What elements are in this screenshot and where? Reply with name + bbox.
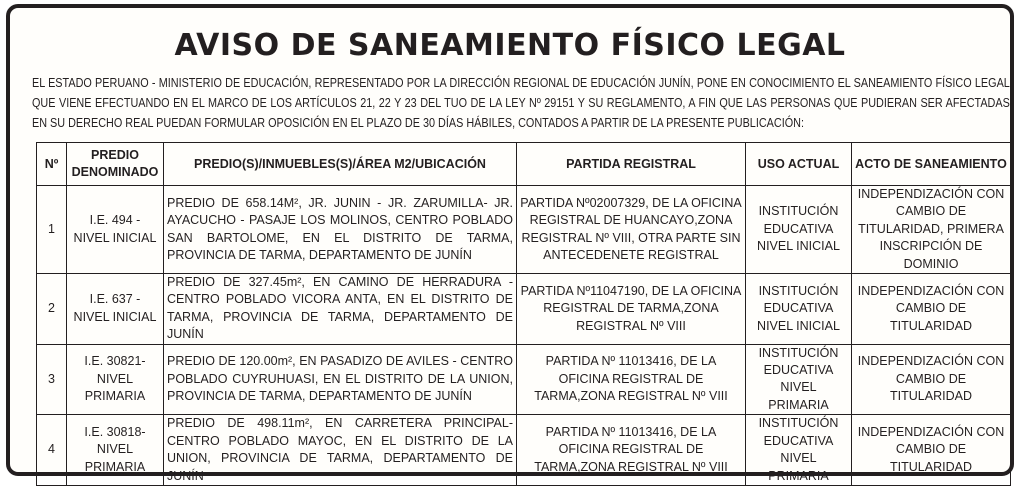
cell-uso: INSTITUCIÓN EDUCATIVA NIVEL INICIAL	[746, 186, 852, 274]
properties-table	[36, 142, 1011, 486]
table-row	[37, 186, 1011, 274]
cell-num: 1	[37, 186, 67, 274]
header-predio: PREDIO DENOMINADO	[67, 143, 164, 186]
header-acto: ACTO DE SANEAMIENTO	[852, 143, 1011, 186]
notice-frame	[6, 4, 1014, 483]
cell-predio: I.E. 494 - NIVEL INICIAL	[67, 186, 164, 274]
cell-uso: INSTITUCIÓN EDUCATIVA NIVEL PRIMARIA	[746, 415, 852, 486]
cell-predio: I.E. 30821- NIVEL PRIMARIA	[67, 344, 164, 415]
cell-num: 4	[37, 415, 67, 486]
cell-ubicacion: PREDIO DE 120.00m², EN PASADIZO DE AVILES - CENTRO POBLADO CUYRUHUASI, EN EL DISTRITO DE LA UNION, PROVINCIA DE TARMA, DEPARTAMENTO DE JUNÍN	[164, 344, 517, 415]
cell-predio: I.E. 637 - NIVEL INICIAL	[67, 274, 164, 345]
header-partida: PARTIDA REGISTRAL	[517, 143, 746, 186]
cell-partida: PARTIDA Nº 11013416, DE LA OFICINA REGISTRAL DE TARMA,ZONA REGISTRAL Nº VIII	[517, 344, 746, 415]
cell-acto: INDEPENDIZACIÓN CON CAMBIO DE TITULARIDAD	[852, 274, 1011, 345]
cell-acto: INDEPENDIZACIÓN CON CAMBIO DE TITULARIDAD	[852, 415, 1011, 486]
cell-num: 2	[37, 274, 67, 345]
cell-ubicacion: PREDIO DE 658.14M², JR. JUNIN - JR. ZARUMILLA- JR. AYACUCHO - PASAJE LOS MOLINOS, CENTRO POBLADO SAN BARTOLOME, EN EL DISTRITO DE TARMA, PROVINCIA DE TARMA, DEPARTAMENTO DE JUNÍN	[164, 186, 517, 274]
cell-partida: PARTIDA Nº11047190, DE LA OFICINA REGISTRAL DE TARMA,ZONA REGISTRAL Nº VIII	[517, 274, 746, 345]
cell-partida: PARTIDA Nº02007329, DE LA OFICINA REGISTRAL DE HUANCAYO,ZONA REGISTRAL Nº VIII, OTRA PARTE SIN ANTECEDENETE REGISTRAL	[517, 186, 746, 274]
notice-title: AVISO DE SANEAMIENTO FÍSICO LEGAL	[174, 28, 846, 63]
cell-ubicacion: PREDIO DE 498.11m², EN CARRETERA PRINCIPAL- CENTRO POBLADO MAYOC, EN EL DISTRITO DE LA UNION, PROVINCIA DE TARMA, DEPARTAMENTO DE JUNÍN	[164, 415, 517, 486]
cell-partida: PARTIDA Nº 11013416, DE LA OFICINA REGISTRAL DE TARMA,ZONA REGISTRAL Nº VIII	[517, 415, 746, 486]
header-num: Nº	[37, 143, 67, 186]
header-uso: USO ACTUAL	[746, 143, 852, 186]
table-row	[37, 274, 1011, 345]
cell-uso: INSTITUCIÓN EDUCATIVA NIVEL PRIMARIA	[746, 344, 852, 415]
cell-ubicacion: PREDIO DE 327.45m², EN CAMINO DE HERRADURA - CENTRO POBLADO VICORA ANTA, EN EL DISTRITO DE TARMA, PROVINCIA DE TARMA, DEPARTAMENTO DE JUNÍN	[164, 274, 517, 345]
table-row	[37, 415, 1011, 486]
cell-uso: INSTITUCIÓN EDUCATIVA NIVEL INICIAL	[746, 274, 852, 345]
cell-acto: INDEPENDIZACIÓN CON CAMBIO DE TITULARIDAD	[852, 344, 1011, 415]
cell-num: 3	[37, 344, 67, 415]
cell-predio: I.E. 30818- NIVEL PRIMARIA	[67, 415, 164, 486]
table-row	[37, 344, 1011, 415]
intro-paragraph: EL ESTADO PERUANO - MINISTERIO DE EDUCACIÓN, REPRESENTADO POR LA DIRECCIÓN REGIONAL DE EDUCACIÓN JUNÍN, PONE EN CONOCIMIENTO EL SANEAMIENTO FÍSICO LEGAL QUE VIENE EFECTUANDO EN EL MARCO DE LOS ARTÍCULOS 21, 22 Y 23 DEL TUO DE LA LEY Nº 29151 Y SU REGLAMENTO, A FIN QUE LAS PERSONAS QUE PUDIERAN SER AFECTADAS EN SU DERECHO REAL PUEDAN FORMULAR OPOSICIÓN EN EL PLAZO DE 30 DÍAS HÁBILES, CONTADOS A PARTIR DE LA PRESENTE PUBLICACIÓN:	[32, 76, 1010, 130]
cell-acto: INDEPENDIZACIÓN CON CAMBIO DE TITULARIDAD, PRIMERA INSCRIPCIÓN DE DOMINIO	[852, 186, 1011, 274]
table-header-row	[37, 143, 1011, 186]
header-ubicacion: PREDIO(S)/INMUEBLES(S)/ÁREA M2/UBICACIÓN	[164, 143, 517, 186]
